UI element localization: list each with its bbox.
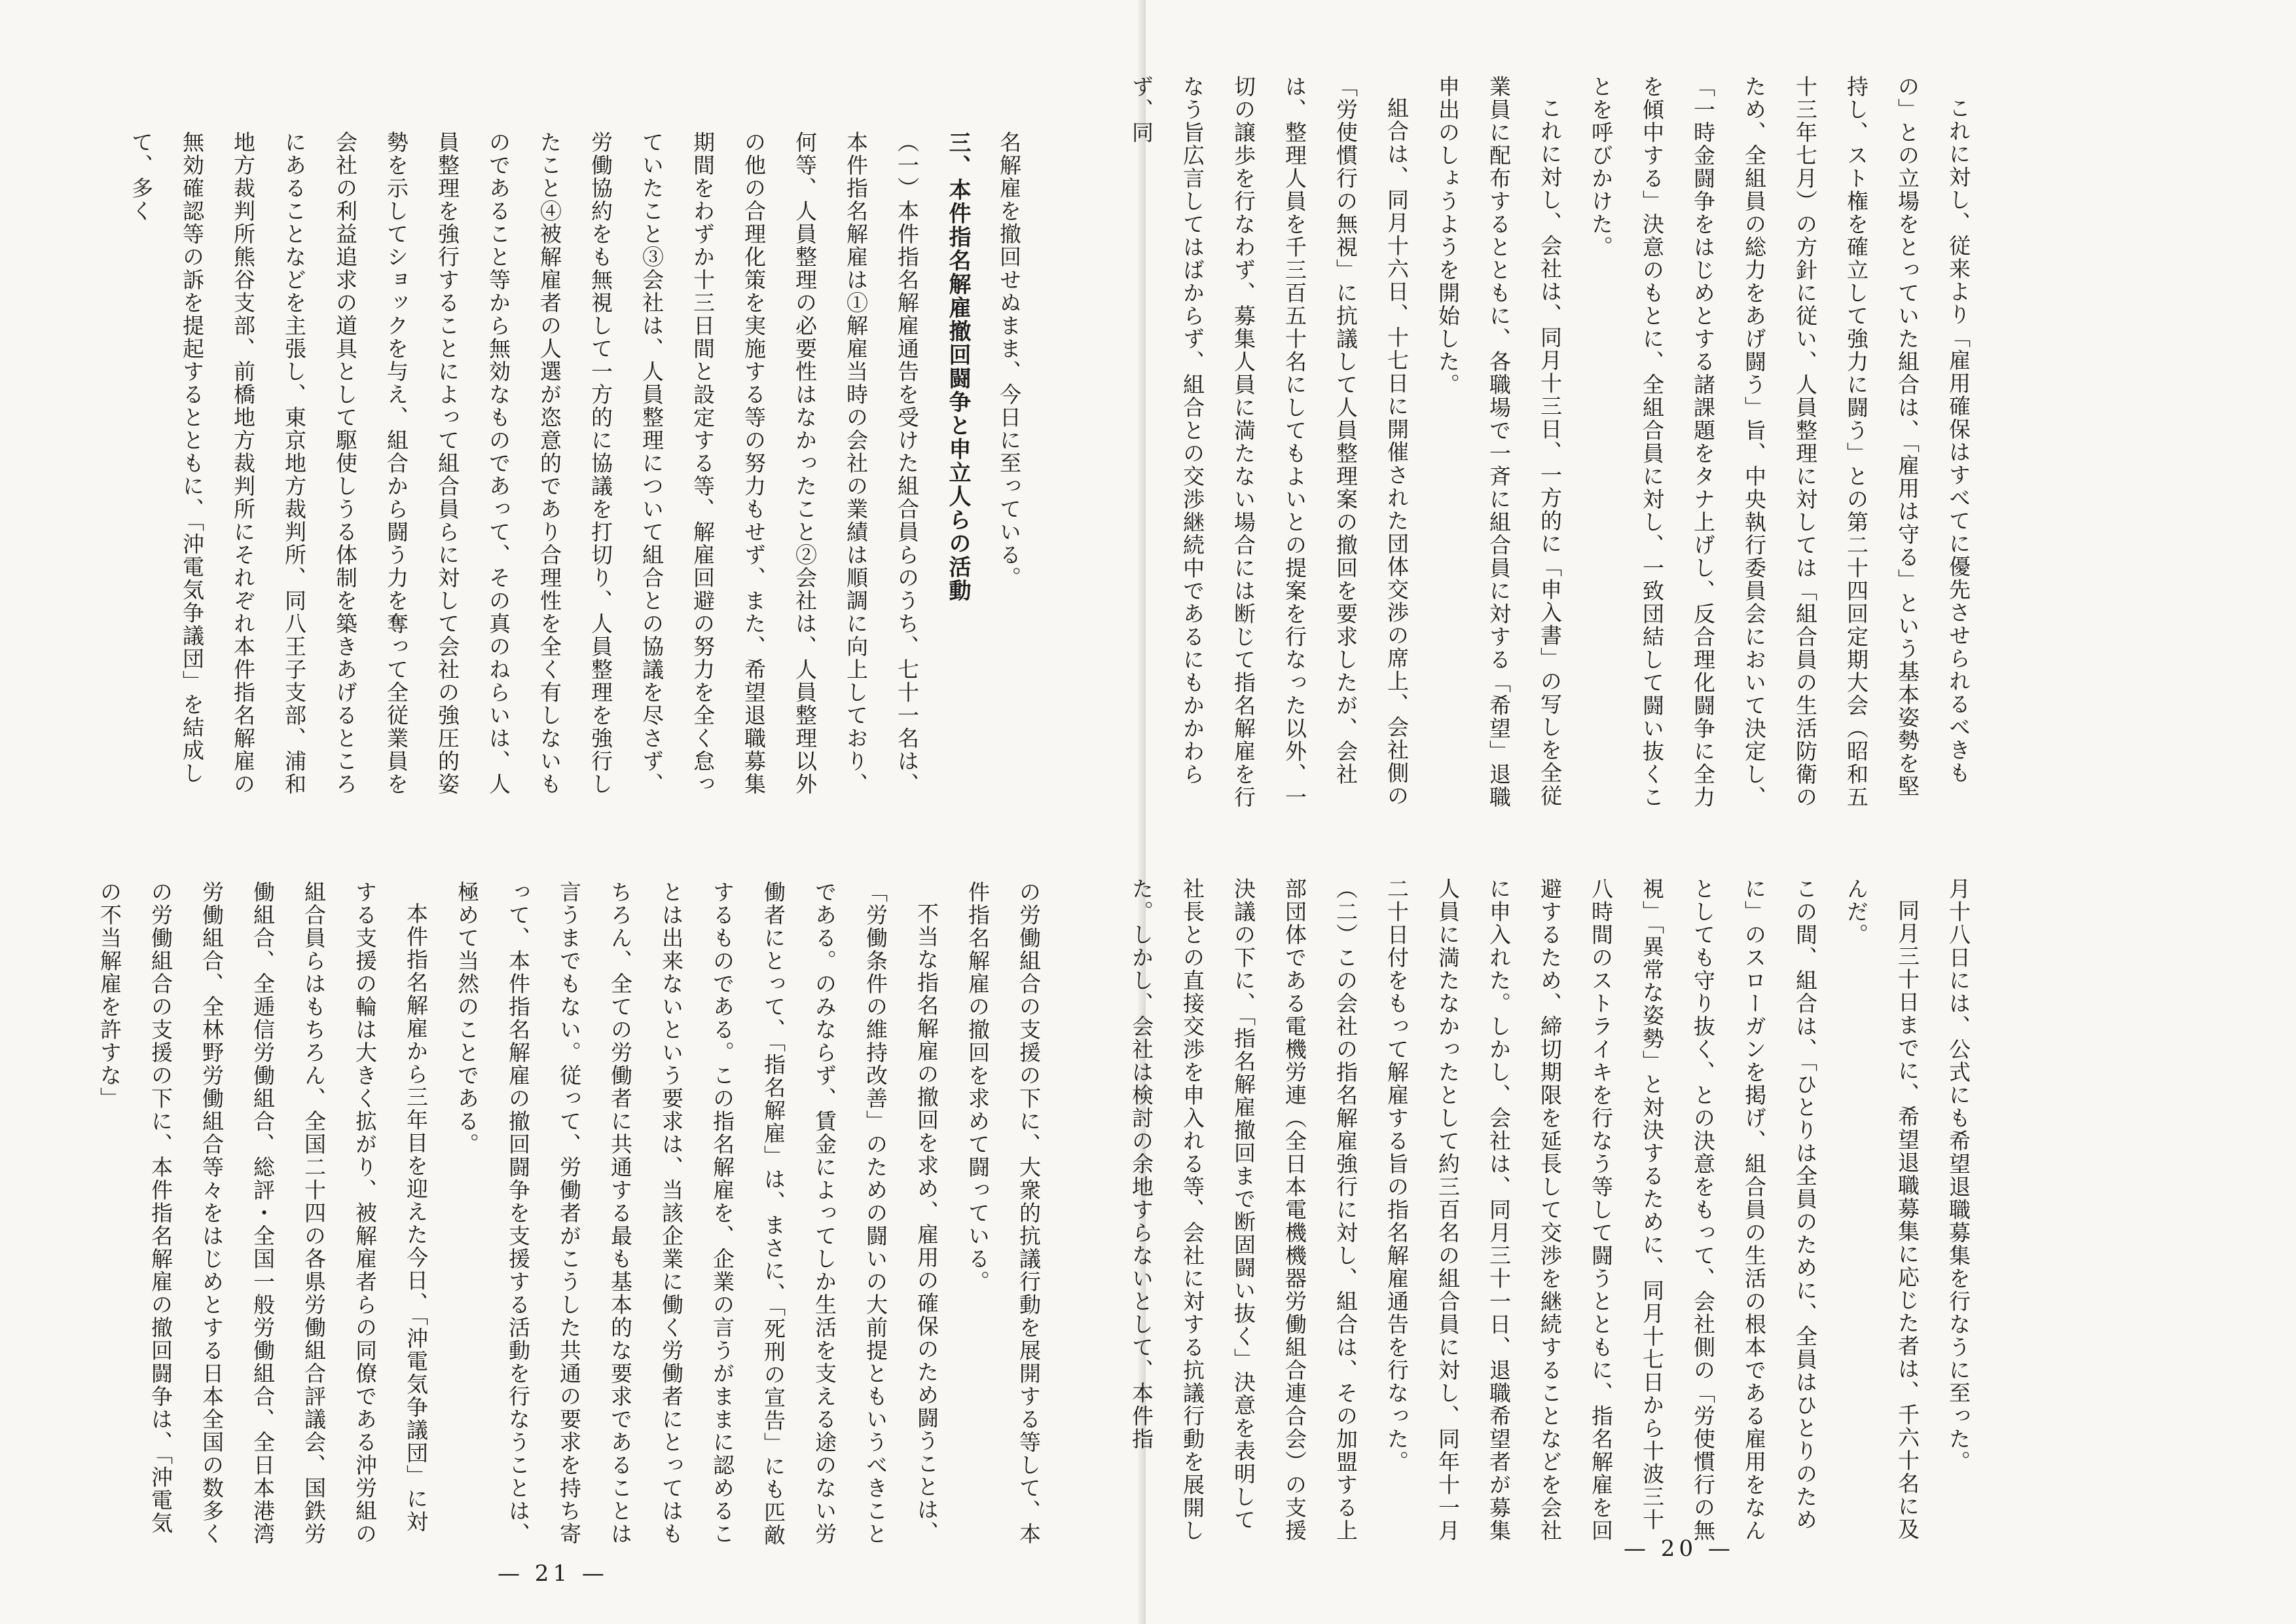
page-21 <box>0 0 1146 1624</box>
page-20-lower-text <box>1129 877 1984 1542</box>
page-20 <box>1129 0 2296 1624</box>
page-number: — 20 — <box>1624 1536 1734 1562</box>
paragraph: 不当な指名解雇の撤回を求め、雇用の確保のため闘うことは、「労働条件の維持改善」のための闘いの大前提ともいうべきことである。のみならず、賃金によってしか生活を支える途のない労働者にとって、「指名解雇」は、まさに、「死刑の宣告」にも匹敵するものである。この指名解雇を、企業の言うがままに認めることは出来ないという要求は、当該企業に働く労働者にとってはもちろん、全ての労働者に共通する最も基本的な要求であることは言うまでもない。従って、労働者がこうした共通の要求を持ち寄って、本件指名解雇の撤回闘争を支援する活動を行なうことは、極めて当然のことである。 <box>454 881 939 1547</box>
paragraph: 本件指名解雇から三年目を迎えた今日、「沖電気争議団」に対する支援の輪は大きく拡がり、被解雇者らの同僚である沖労組の組合員らはもちろん、全国二十四の各県労働組合評議会、国鉄労働組合、全逓信労働組合、総評・全国一般労働組合、全日本港湾労働組合、全林野労働組合等々をはじめとする日本全国の数多くの労働組合の支援の下に、本件指名解雇の撤回闘争は、「沖電気の不当解雇を許すな」 <box>97 881 429 1545</box>
paragraph: この間、組合は、「ひとりは全員のために、全員はひとりのために」のスローガンを掲げ、組合員の生活の根本である雇用をなんとしても守り抜く、との決意をもって、会社側の「労使慣行の無視」「異常な姿勢」と対決するために、同月十七日から十波三十八時間のストライキを行なう等して闘うとともに、指名解雇を回避するため、締切期限を延長して交渉を継続することなどを会社に申入れた。しかし、会社は、同月三十一日、退職希望者が募集人員に満たなかったとして約三百名の組合員に対し、同年十一月二十日付をもって解雇する旨の指名解雇通告を行なった。 <box>1384 877 1818 1542</box>
paragraph: （二）この会社の指名解雇強行に対し、組合は、その加盟する上部団体である電機労連（全日本電機機器労働組合連合会）の支援決議の下に、「指名解雇撤回まで断固闘い抜く」決意を表明して社長との直接交渉を申入れる等、会社に対する抗議行動を展開した。しかし、会社は検討の余地すらないとして、本件指 <box>1129 877 1358 1542</box>
continued-line: 名解雇を撤回せぬまま、今日に至っている。 <box>996 131 1022 589</box>
page-21-lower-text <box>97 881 1054 1549</box>
paragraph: 月十八日には、公式にも希望退職募集を行なうに至った。 <box>1946 877 1971 1473</box>
paragraph: これに対し、従来より「雇用確保はすべてに優先させられるべきもの」との立場をとっていた組合は、「雇用は守る」という基本姿勢を堅持し、スト権を確立して強力に闘う」との第二十四回定期大会（昭和五十三年七月）の方針に従い、人員整理に対しては「組合員の生活防衛のため、全組員の総力をあげ闘う」旨、中央執行委員会において決定し、「一時金闘争をはじめとする諸課題をタナ上げし、反合理化闘争に全力を傾中する」決意のもとに、全組合員に対し、一致団結して闘い抜くことを呼びかけた。 <box>1588 75 1971 809</box>
paragraph: 組合は、同月十六日、十七日に開催された団体交渉の席上、会社側の「労使慣行の無視」に抗議して人員整理案の撤回を要求したが、会社は、整理人員を千三百五十名にしてもよいとの提案を行なった以外、一切の譲歩を行なわず、募集人員に満たない場合には断じて指名解雇を行なう旨広言してはばからず、組合との交渉継続中であるにもかかわらず、同 <box>1129 75 1410 809</box>
section-heading: 三、本件指名解雇撤回闘争と申立人らの活動 <box>945 131 971 602</box>
paragraph: これに対し、会社は、同月十三日、一方的に「申入書」の写しを全従業員に配布するとともに、各職場で一斉に組合員に対する「希望」退職申出のしょうようを開始した。 <box>1435 75 1563 809</box>
paragraph: の労働組合の支援の下に、大衆的抗議行動を展開する等して、本件指名解雇の撤回を求めて闘っている。 <box>965 881 1042 1545</box>
page-21-upper-text <box>128 131 1034 805</box>
page-20-upper-text <box>1129 75 1984 815</box>
paragraph: （一）本件指名解雇通告を受けた組合員らのうち、七十一名は、本件指名解雇は①解雇当時の会社の業績は順調に向上しており、何等、人員整理の必要性はなかったこと②会社は、人員整理以外の他の合理化策を実施する等の努力もせず、また、希望退職募集期間をわずか十三日間と設定する等、解雇回避の努力を全く怠っていたこと③会社は、人員整理について組合との協議を尽さず、労働協約をも無視して一方的に協議を打切り、人員整理を強行したこと④被解雇者の人選が恣意的であり合理性を全く有しないものであること等から無効なものであって、その真のねらいは、人員整理を強行することによって組合員らに対して会社の強圧的姿勢を示してショックを与え、組合から闘う力を奪って全従業員を会社の利益追求の道具として駆使しうる体制を築きあげるところにあることなどを主張し、東京地方裁判所、同八王子支部、浦和地方裁判所熊谷支部、前橋地方裁判所にそれぞれ本件指名解雇の無効確認等の訴を提起するとともに、「沖電気争議団」を結成して、多く <box>128 131 920 796</box>
page-number: — 21 — <box>498 1560 608 1587</box>
paragraph: 同月三十日までに、希望退職募集に応じた者は、千六十名に及んだ。 <box>1844 877 1920 1541</box>
